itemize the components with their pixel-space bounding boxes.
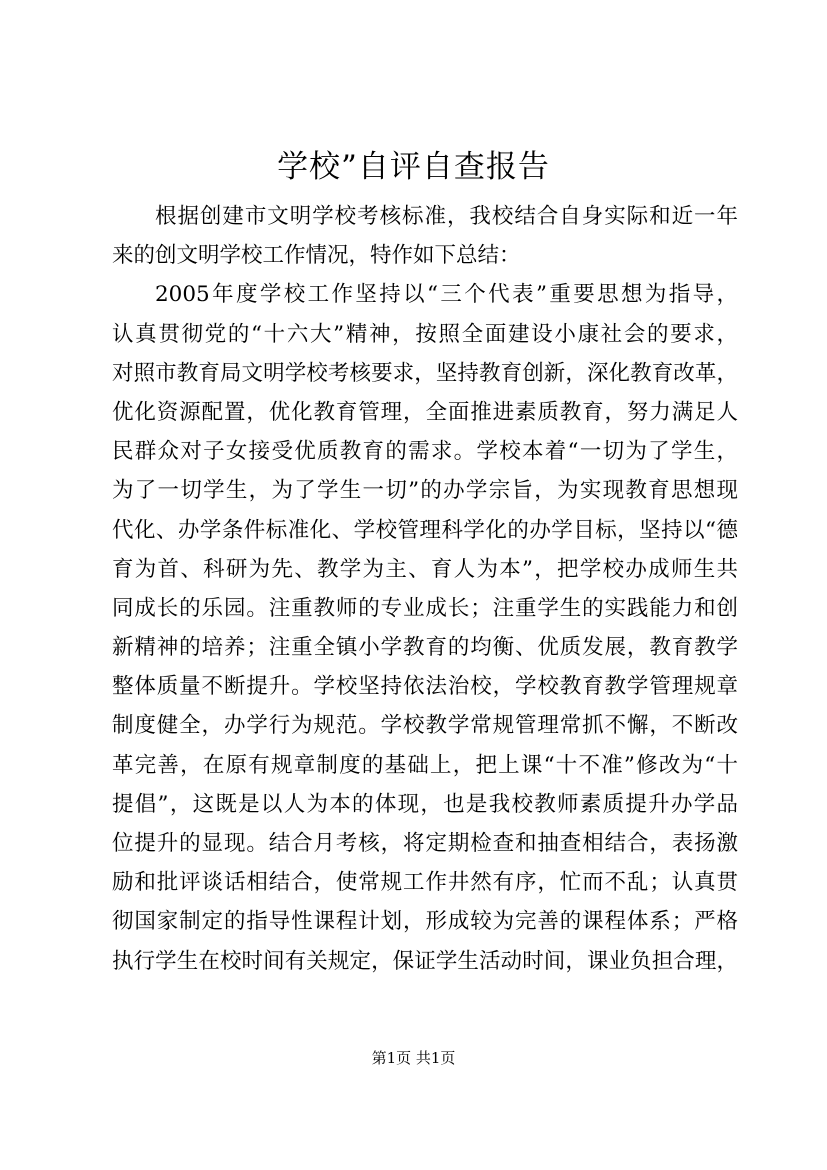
body-line: 励和批评谈话相结合，使常规工作井然有序，忙而不乱；认真贯 [112, 870, 738, 896]
body-line: 同成长的乐园。注重教师的专业成长；注重学生的实践能力和创 [112, 595, 738, 621]
page-footer: 第1页 共1页 [371, 1049, 456, 1067]
body-line: 提倡”，这既是以人为本的体现，也是我校教师素质提升办学品 [112, 791, 738, 817]
body-line: 为了一切学生，为了学生一切”的办学宗旨，为实现教育思想现 [112, 478, 738, 504]
body-line: 根据创建市文明学校考核标准，我校结合自身实际和近一年 [155, 204, 738, 229]
body-line: 整体质量不断提升。学校坚持依法治校，学校教育教学管理规章 [112, 674, 738, 700]
body-line: 优化资源配置，优化教育管理，全面推进素质教育，努力满足人 [112, 399, 738, 425]
body-line: 认真贯彻党的“十六大”精神，按照全面建设小康社会的要求， [112, 321, 738, 347]
body-line: 育为首、科研为先、教学为主、育人为本”，把学校办成师生共 [112, 556, 738, 582]
body-line: 代化、办学条件标准化、学校管理科学化的办学目标，坚持以“德 [112, 517, 738, 543]
document-title: 学校”自评自查报告 [277, 149, 550, 185]
body-line: 制度健全，办学行为规范。学校教学常规管理常抓不懈，不断改 [112, 713, 738, 739]
body-line: 2005年度学校工作坚持以“三个代表”重要思想为指导， [155, 282, 738, 308]
body-line: 位提升的显现。结合月考核，将定期检查和抽查相结合，表扬激 [112, 831, 738, 856]
body-line: 民群众对子女接受优质教育的需求。学校本着“一切为了学生， [112, 439, 738, 465]
body-line: 新精神的培养；注重全镇小学教育的均衡、优质发展，教育教学 [112, 635, 738, 661]
body-line: 彻国家制定的指导性课程计划，形成较为完善的课程体系；严格 [112, 909, 738, 935]
body-line: 来的创文明学校工作情况，特作如下总结： [112, 243, 521, 269]
body-line: 革完善，在原有规章制度的基础上，把上课“十不准”修改为“十 [112, 752, 738, 778]
body-line: 对照市教育局文明学校考核要求，坚持教育创新，深化教育改革， [112, 360, 738, 386]
body-line: 执行学生在校时间有关规定，保证学生活动时间，课业负担合理， [112, 948, 738, 974]
document-body [112, 197, 738, 981]
